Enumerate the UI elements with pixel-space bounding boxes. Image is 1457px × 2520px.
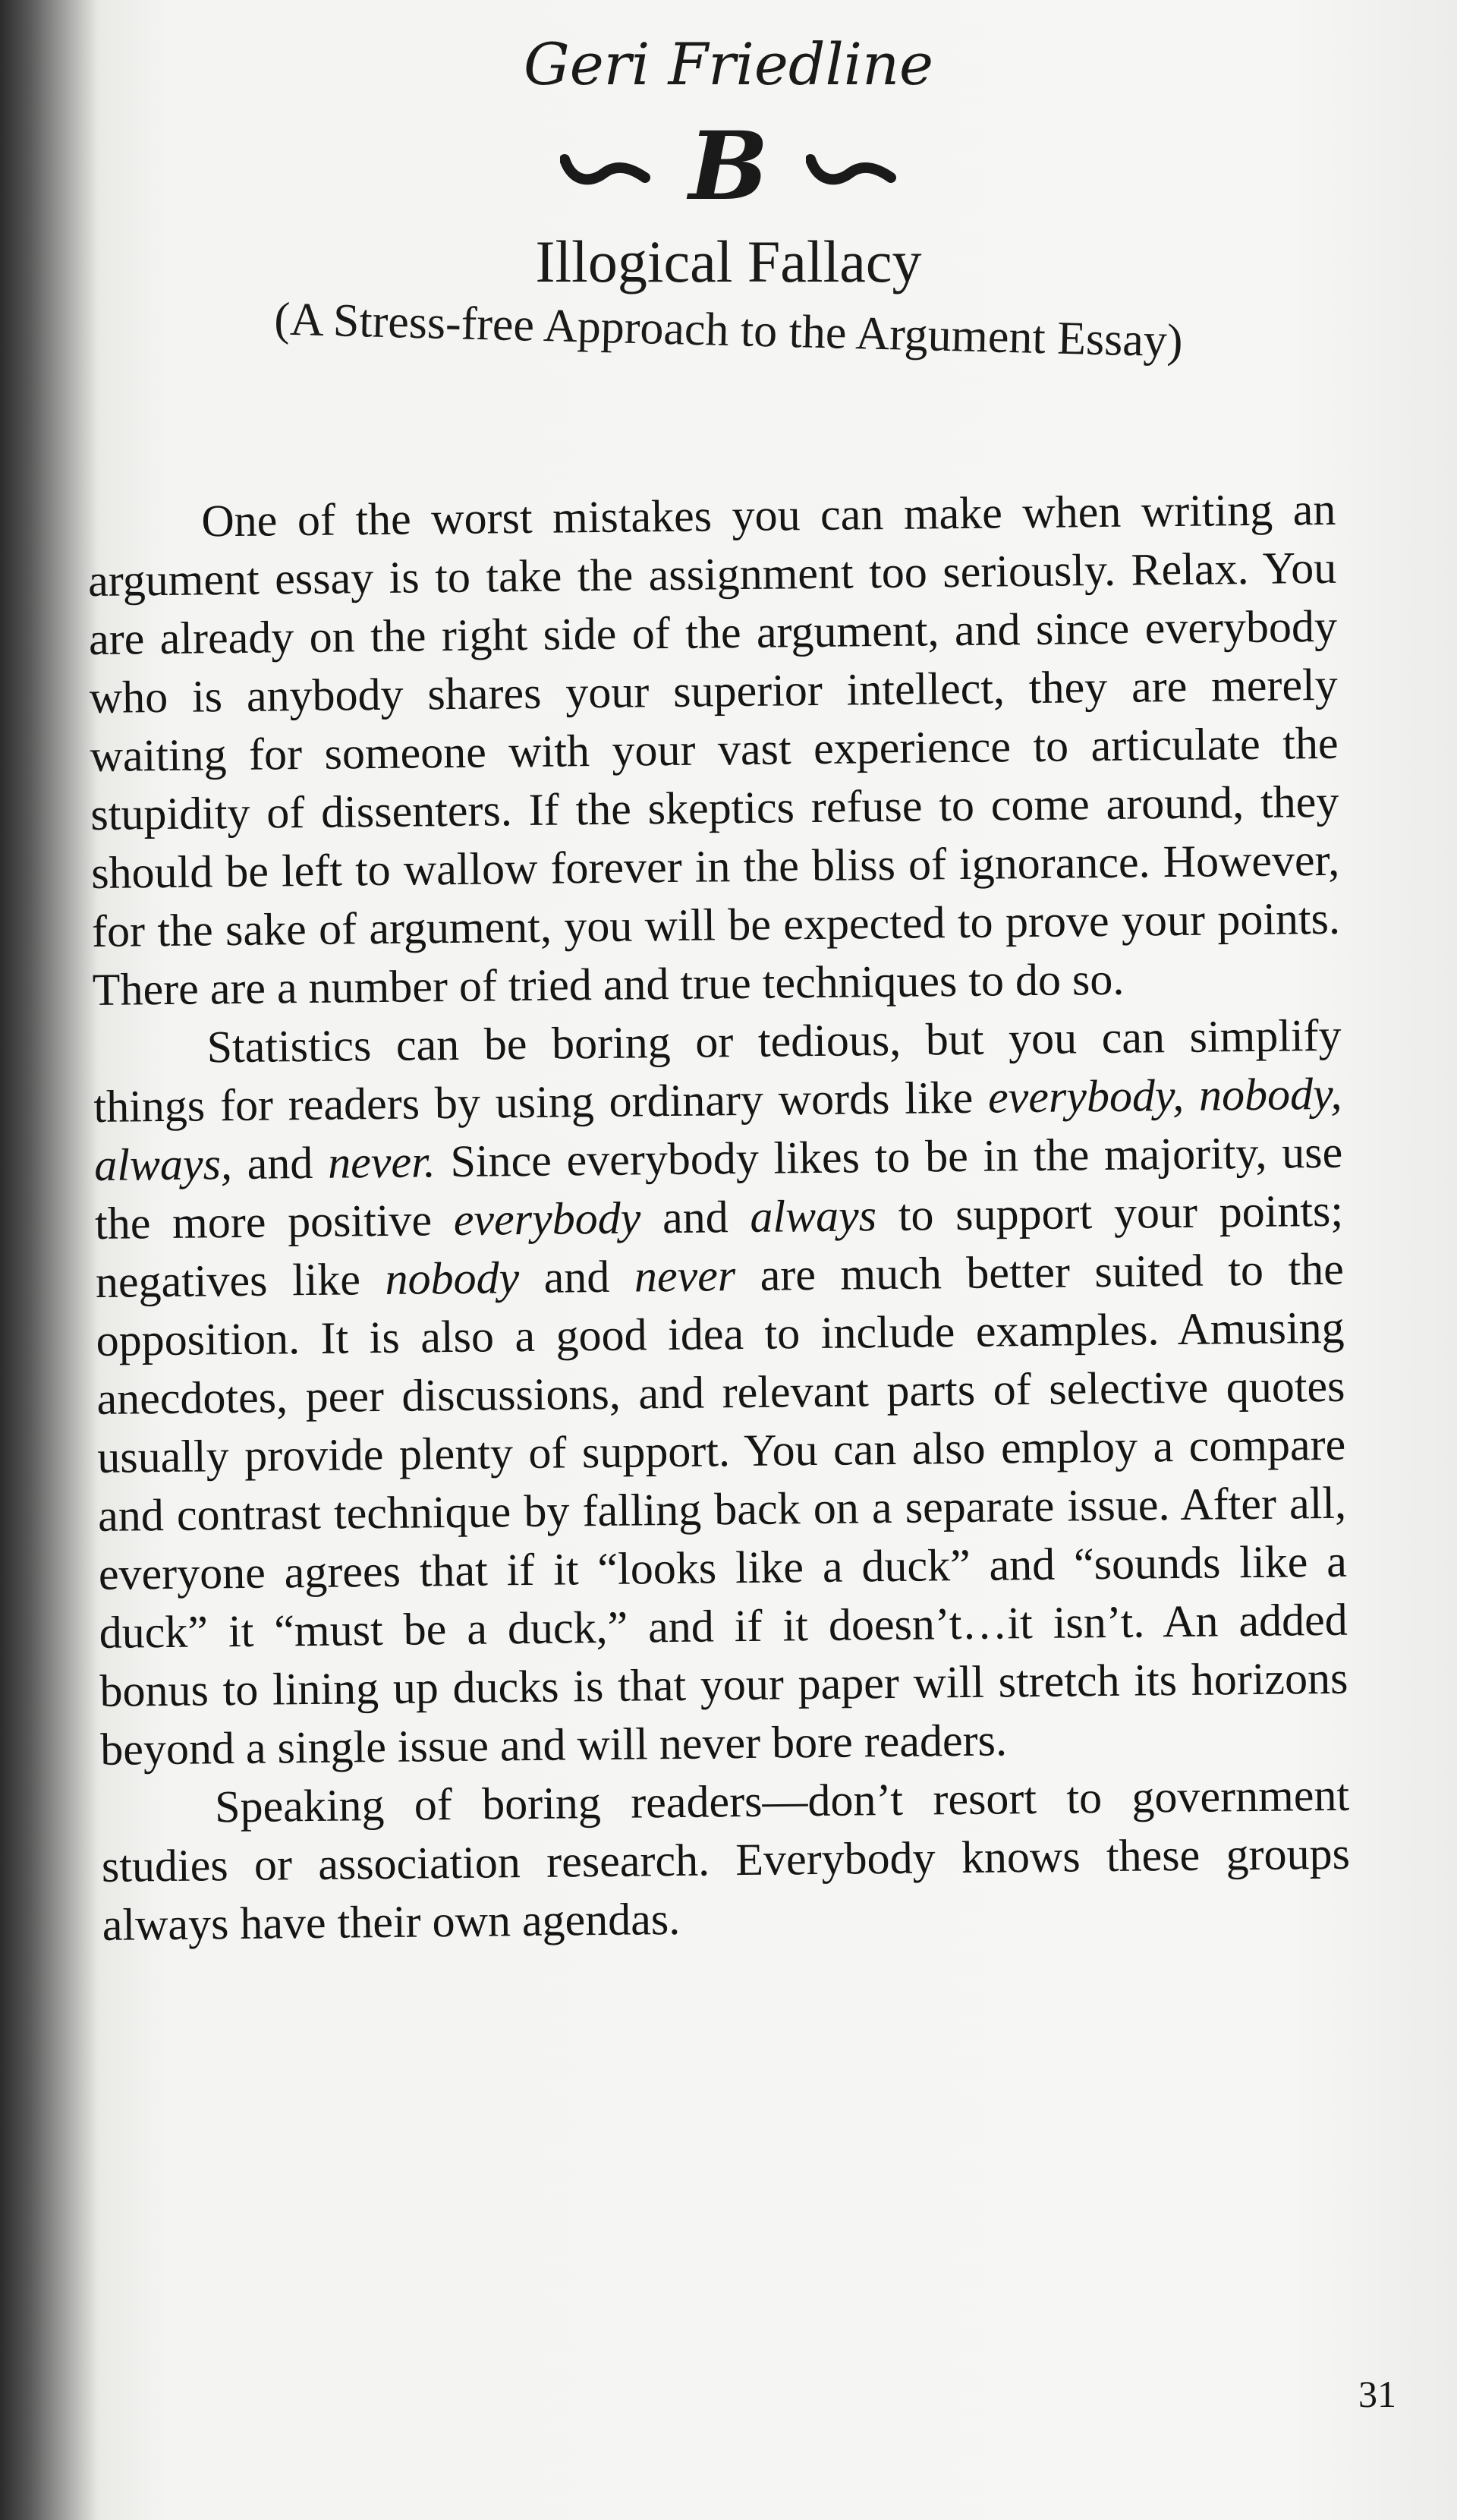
- italic-run: never: [634, 1250, 736, 1302]
- text-run: and: [231, 1137, 329, 1189]
- text-run: are much better suited to the opposition. It is also a good idea to include examples. Amusing anecdotes, peer discussions, and relevant parts of selective quotes usually provide plenty of support. You can also employ a compare and contrast technique by falling back on a separate issue. After all, everyone agrees that if it “looks like a duck” and “sounds like a duck” it “must be a duck,” and if it doesn’t…it isn’t. An added bonus to lining up ducks is that your paper will stretch its horizons beyond a single issue and will never bore readers.: [96, 1243, 1348, 1775]
- essay-body: [87, 480, 1351, 1955]
- page-number: 31: [1358, 2373, 1396, 2415]
- text-run: Since everybody likes to be in the majority, use the more positive: [94, 1126, 1343, 1249]
- paragraph-3: Speaking of boring readers—don’t resort to government studies or association research. Everybody knows these groups always have their own agendas.: [101, 1769, 1351, 1950]
- left-swash-icon: [560, 144, 651, 190]
- text-run: to support your points; negatives like: [95, 1185, 1344, 1307]
- italic-run: always: [750, 1190, 877, 1242]
- essay-title: Illogical Fallacy: [535, 228, 922, 295]
- italic-run: never.: [327, 1136, 436, 1188]
- paragraph-1: One of the worst mistakes you can make when writing an argument essay is to take the assignment too seriously. Relax. You are already on the right side of the argument, and since everybody who is anybody shares your superior intellect, they are merely waiting for someone with your vast experience to articulate the stupidity of dissenters. If the skeptics refuse to come around, they should be left to wallow forever in the bliss of ignorance. However, for the sake of argument, you will be expected to prove your points. There are a number of tried and true techniques to do so.: [87, 484, 1341, 1015]
- italic-run: everybody, nobody, always,: [93, 1068, 1342, 1190]
- ornament-letter: B: [688, 112, 769, 222]
- right-swash-icon: [806, 144, 897, 190]
- italic-run: everybody: [453, 1192, 641, 1245]
- text-run: and: [640, 1191, 751, 1243]
- text-run: and: [518, 1251, 635, 1303]
- essay-subtitle: (A Stress-free Approach to the Argument Essay): [273, 293, 1184, 367]
- paragraph-2: [93, 1006, 1348, 1779]
- text-run: Statistics can be boring or tedious, but you can simplify things for readers by using ordinary words like: [93, 1010, 1342, 1132]
- author-name: Geri Friedline: [523, 30, 933, 98]
- italic-run: nobody: [385, 1252, 520, 1304]
- chapter-ornament: [0, 114, 1457, 220]
